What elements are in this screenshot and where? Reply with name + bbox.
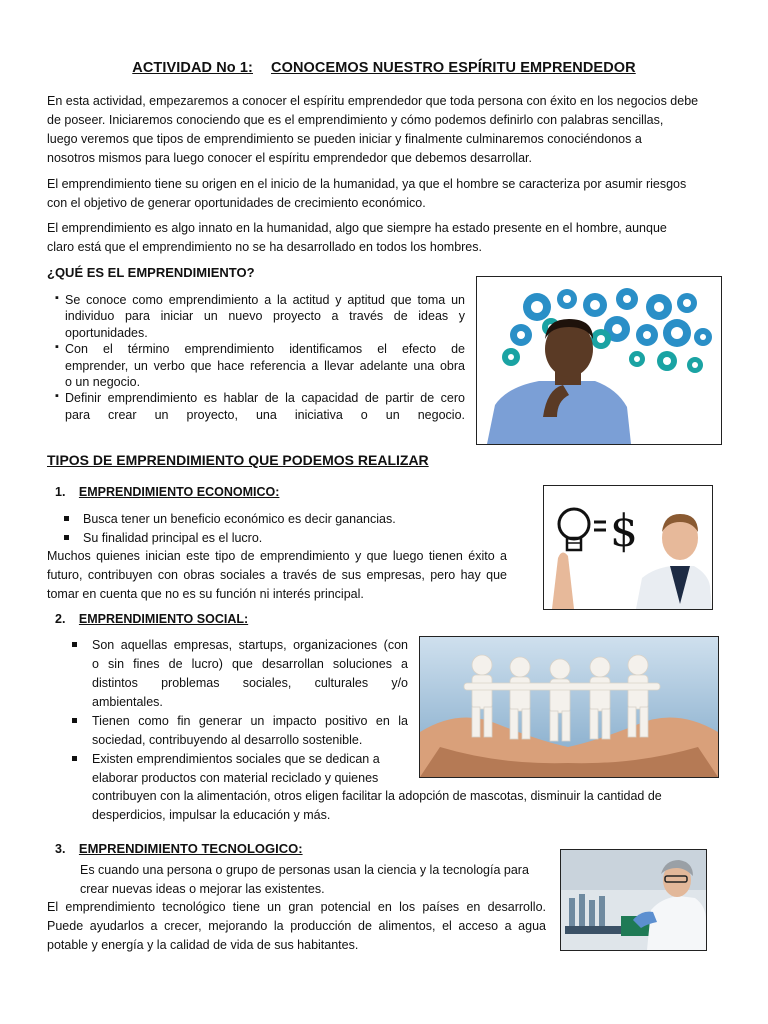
text-line: o un negocio. (65, 375, 141, 390)
list-item (72, 750, 408, 788)
text-line: sociedad, contribuyendo al desarrollo sostenible. (92, 733, 363, 747)
bullet-icon: ▪ (55, 341, 59, 354)
bullet-icon (72, 642, 77, 647)
text-line: crear nuevas ideas o mejorar las existentes. (80, 882, 325, 896)
text-line: Es cuando una persona o grupo de personas usan la ciencia y la tecnología para (80, 863, 529, 877)
economico-bullets (64, 510, 396, 548)
text-line: Puede ayudarlos a crecer, mejorando la producción de alimentos, el acceso a agua (47, 919, 546, 933)
intro-paragraph-3 (47, 219, 721, 257)
text-line: o sin fines de lucro) que desarrollan soluciones a (92, 657, 408, 671)
section-heading-tipos: TIPOS DE EMPRENDIMIENTO QUE PODEMOS REALIZAR (47, 452, 429, 468)
text-line: individuo para iniciar un nuevo proyecto a través de ideas y (65, 309, 465, 324)
text-line: El emprendimiento tecnológico tiene un gran potencial en los países en desarrollo. (47, 900, 546, 914)
item-number: 2. (55, 612, 66, 626)
item-label: EMPRENDIMIENTO ECONOMICO: (78, 485, 280, 499)
tecnologico-heading (55, 841, 303, 856)
lightbulb-dollar-image (543, 485, 713, 610)
bullet-text: Busca tener un beneficio económico es decir ganancias. (83, 512, 396, 526)
list-item (64, 529, 396, 548)
text-line: Existen emprendimientos sociales que se dedican a (92, 752, 380, 766)
bullet-text: Su finalidad principal es el lucro. (83, 531, 263, 545)
text-line: claro está que el emprendimiento no se ha desarrollado en todos los hombres. (47, 240, 482, 254)
dollar-sign-icon: $ (610, 506, 638, 557)
section-heading-que-es: ¿QUÉ ES EL EMPRENDIMIENTO? (47, 265, 255, 280)
intro-paragraph-2 (47, 175, 721, 213)
text-line: Definir emprendimiento es hablar de la capacidad de partir de cero (65, 391, 465, 406)
text-line: desperdicios, impulsar la educación y más. (92, 808, 331, 822)
text-line: futuro, contribuyen con obras sociales a través de sus empresas, pero hay que (47, 568, 507, 582)
item-label: EMPRENDIMIENTO TECNOLOGICO: (78, 841, 303, 856)
list-item (72, 712, 408, 750)
list-item (72, 636, 408, 712)
bullet-icon (64, 535, 69, 540)
text-line: tomar en cuenta que no es su función ni interés principal. (47, 587, 364, 601)
thinking-man-gears-image (476, 276, 722, 445)
text-line: Muchos quienes inician este tipo de emprendimiento y que luego tienen éxito a (47, 549, 507, 563)
title-part-1: ACTIVIDAD No 1: (132, 60, 253, 76)
list-item (55, 292, 465, 341)
text-line: potable y energía y la calidad de vida de sus habitantes. (47, 938, 359, 952)
bullet-icon: ▪ (55, 292, 59, 304)
economico-paragraph (47, 547, 507, 604)
bullet-icon (72, 718, 77, 723)
lightbulb-dollar-illustration (544, 486, 712, 609)
text-line: Con el término emprendimiento identificamos el efecto de (65, 342, 465, 357)
text-line: El emprendimiento es algo innato en la humanidad, algo que siempre ha estado presente en el hombre, aunque (47, 221, 667, 235)
item-number: 3. (55, 842, 66, 856)
item-number: 1. (55, 485, 66, 499)
item-label: EMPRENDIMIENTO SOCIAL: (78, 612, 249, 626)
text-line: elaborar productos con material reciclado y quienes (92, 771, 379, 785)
text-line: nosotros mismos para luego conocer el espíritu emprendedor que debemos desarrollar. (47, 151, 532, 165)
gears-illustration (477, 277, 721, 444)
hands-paper-people-illustration (420, 637, 718, 777)
social-heading (55, 612, 248, 626)
social-continuation (92, 787, 712, 825)
que-es-bullet-list (55, 292, 465, 423)
bullet-icon (64, 516, 69, 521)
text-line: con el objetivo de generar oportunidades de crecimiento económico. (47, 196, 426, 210)
title-part-2: CONOCEMOS NUESTRO ESPÍRITU EMPRENDEDOR (271, 60, 636, 76)
scientist-lab-illustration (561, 850, 706, 950)
list-item (64, 510, 396, 529)
text-line: ambientales. (92, 695, 163, 709)
bullet-icon (72, 756, 77, 761)
text-line: En esta actividad, empezaremos a conocer el espíritu emprendedor que toda persona con éxito en los negocios debe (47, 94, 699, 108)
text-line: El emprendimiento tiene su origen en el inicio de la humanidad, ya que el hombre se caracteriza por asumir riesgos (47, 177, 687, 191)
text-line: distintos problemas sociales, culturales y/o (92, 676, 408, 690)
economico-heading (55, 485, 279, 499)
social-bullets (72, 636, 408, 788)
text-line: de poseer. Iniciaremos conociendo que es el emprendimiento y cómo podemos definirlo con palabras sencillas, (47, 113, 664, 127)
text-line: contribuyen con la alimentación, otros eligen facilitar la adopción de mascotas, disminuir la cantidad de (92, 789, 662, 803)
text-line: para crear un proyecto, una iniciativa o un negocio. (65, 407, 465, 422)
text-line: Tienen como fin generar un impacto positivo en la (92, 714, 408, 728)
hands-paper-people-image (419, 636, 719, 778)
intro-paragraph-1 (47, 92, 721, 168)
page-title (0, 60, 768, 76)
scientist-lab-image (560, 849, 707, 951)
text-line: Son aquellas empresas, startups, organizaciones (con (92, 638, 408, 652)
text-line: luego veremos que tipos de emprendimiento se pueden iniciar y finalmente culminaremos conociéndonos a (47, 132, 642, 146)
tecnologico-indent-paragraph (80, 861, 540, 899)
text-line: emprender, un verbo que hace referencia a llevar adelante una obra (65, 358, 465, 373)
bullet-icon: ▪ (55, 390, 59, 403)
tecnologico-paragraph (47, 898, 546, 955)
list-item (55, 341, 465, 390)
text-line: oportunidades. (65, 325, 148, 340)
text-line: Se conoce como emprendimiento a la actitud y aptitud que toma un (65, 293, 465, 307)
list-item (55, 390, 465, 423)
